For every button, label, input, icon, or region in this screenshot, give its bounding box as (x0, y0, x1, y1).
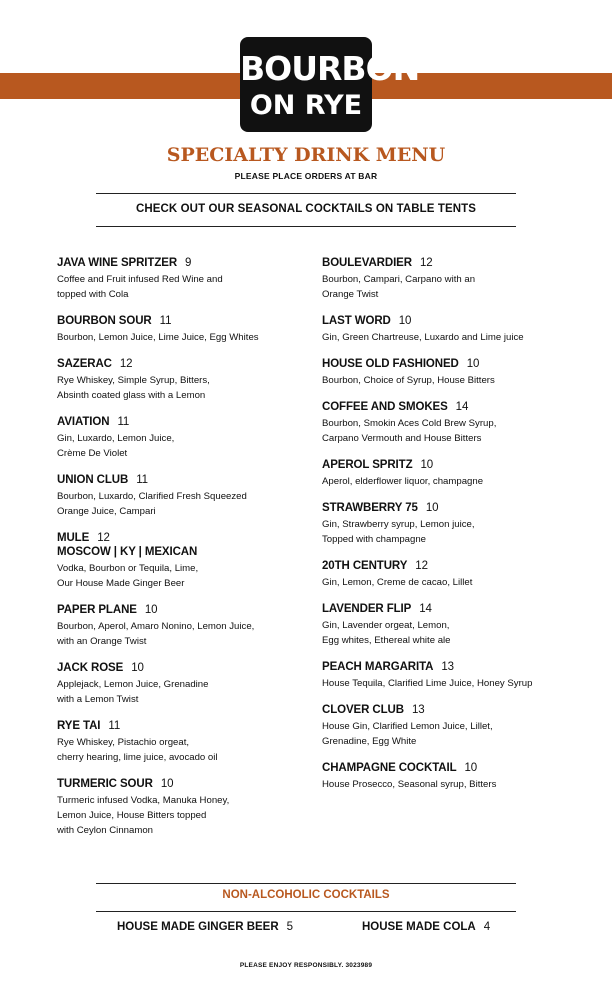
drink-price: 10 (131, 662, 144, 674)
drink-description: House Tequila, Clarified Lime Juice, Honey Syrup (322, 678, 533, 689)
drink-price: 12 (119, 358, 133, 370)
drink-name: COFFEE AND SMOKES (322, 401, 448, 413)
drink-name-line (322, 660, 592, 674)
drink-name: TURMERIC SOUR (57, 778, 153, 790)
drink-price: 10 (398, 315, 412, 327)
footer-note: PLEASE ENJOY RESPONSIBLY. 3023989 (239, 962, 373, 969)
drink-price: 4 (483, 921, 491, 933)
menu-item (57, 777, 307, 838)
divider-seasonal (96, 226, 516, 227)
drink-description: Bourbon, Choice of Syrup, House Bitters (322, 375, 495, 386)
drink-name-line (57, 719, 307, 733)
drink-description: Gin, Lemon, Creme de cacao, Lillet (322, 577, 473, 588)
drink-price: 14 (455, 401, 469, 413)
menu-item (322, 660, 592, 691)
drink-price: 11 (159, 315, 172, 327)
drink-name: PEACH MARGARITA (322, 661, 434, 673)
drink-price: 12 (419, 257, 433, 269)
drink-name-line (57, 357, 307, 371)
drink-description: House Gin, Clarified Lemon Juice, Lillet, Grenadine, Egg White (322, 721, 493, 747)
drink-description: Aperol, elderflower liquor, champagne (322, 476, 484, 487)
non-alcoholic-item (362, 921, 490, 933)
drink-variants: MOSCOW | KY | MEXICAN (57, 546, 198, 558)
drink-name-line (322, 559, 592, 573)
drink-price: 5 (286, 921, 294, 933)
drink-name: STRAWBERRY 75 (322, 502, 418, 514)
drink-price: 14 (419, 603, 432, 615)
non-alcoholic-item (117, 921, 293, 933)
drink-name: HOUSE MADE COLA (362, 921, 476, 933)
drink-name-line (57, 415, 307, 429)
divider-non-alcoholic-top (96, 883, 516, 884)
bourbon-on-rye-logo (240, 37, 420, 132)
drink-name: JACK ROSE (57, 662, 124, 674)
divider-non-alcoholic-bottom (96, 911, 516, 912)
drink-name: LAST WORD (322, 315, 391, 327)
drink-name-line (57, 314, 307, 328)
drink-description: Bourbon, Smokin Aces Cold Brew Syrup, Carpano Vermouth and House Bitters (322, 418, 497, 444)
drink-price: 13 (441, 661, 454, 673)
drink-name: UNION CLUB (57, 474, 129, 486)
menu-item (57, 661, 307, 707)
page-subtitle: PLEASE PLACE ORDERS AT BAR (234, 171, 378, 181)
drink-price: 11 (108, 720, 121, 732)
menu-item (57, 531, 307, 591)
drink-description: Rye Whiskey, Pistachio orgeat, cherry hearing, lime juice, avocado oil (57, 737, 218, 763)
drink-price: 10 (464, 762, 478, 774)
menu-item (322, 703, 592, 749)
drink-price: 13 (411, 704, 425, 716)
drink-name: BOURBON SOUR (57, 315, 152, 327)
drink-price: 11 (117, 416, 130, 428)
drink-name: HOUSE MADE GINGER BEER (117, 921, 279, 933)
drink-description: Gin, Green Chartreuse, Luxardo and Lime juice (322, 332, 524, 343)
drink-name-line (322, 602, 592, 616)
drink-description: Applejack, Lemon Juice, Grenadine with a Lemon Twist (57, 679, 209, 705)
menu-item (322, 400, 592, 446)
drink-description: Rye Whiskey, Simple Syrup, Bitters, Absinth coated glass with a Lemon (57, 375, 210, 401)
non-alcoholic-title: NON-ALCOHOLIC COCKTAILS (222, 889, 390, 901)
drink-name-line (322, 314, 592, 328)
drink-name-line (322, 501, 592, 515)
menu-item (57, 719, 307, 765)
drink-name-line (57, 473, 307, 487)
drink-name-line (322, 761, 592, 775)
page-title: SPECIALTY DRINK MENU (166, 144, 446, 166)
menu-item (57, 473, 307, 519)
menu-item (322, 256, 592, 302)
drink-name: APEROL SPRITZ (322, 459, 413, 471)
drink-name: AVIATION (57, 416, 110, 428)
drink-name-line (57, 531, 307, 545)
drink-description: Coffee and Fruit infused Red Wine and topped with Cola (57, 274, 223, 300)
drink-name: PAPER PLANE (57, 604, 137, 616)
drink-name-line (57, 661, 307, 675)
seasonal-note: CHECK OUT OUR SEASONAL COCKTAILS ON TABLE TENTS (135, 203, 477, 215)
drink-description: Vodka, Bourbon or Tequila, Lime, Our House Made Ginger Beer (57, 563, 199, 589)
drink-name: 20TH CENTURY (322, 560, 408, 572)
drink-name-line (322, 703, 592, 717)
drink-price: 11 (136, 474, 148, 486)
drink-price: 9 (185, 257, 192, 269)
drink-description: Bourbon, Campari, Carpano with an Orange Twist (322, 274, 476, 300)
logo-line-2: ON RYE (249, 90, 363, 121)
menu-column-right (322, 256, 592, 804)
drink-name: SAZERAC (57, 358, 112, 370)
menu-item (322, 761, 592, 792)
drink-price: 10 (160, 778, 174, 790)
drink-name-line (57, 603, 307, 617)
drink-price: 10 (466, 358, 480, 370)
drink-name: RYE TAI (57, 720, 101, 732)
menu-item (322, 501, 592, 547)
drink-price: 10 (425, 502, 439, 514)
drink-name: CHAMPAGNE COCKTAIL (322, 762, 457, 774)
menu-item (322, 314, 592, 345)
menu-item (322, 602, 592, 648)
drink-description: Gin, Luxardo, Lemon Juice, Crème De Violet (57, 433, 175, 459)
menu-item (57, 357, 307, 403)
drink-description: Bourbon, Aperol, Amaro Nonino, Lemon Juice, with an Orange Twist (57, 621, 255, 647)
menu-item (322, 357, 592, 388)
menu-item (57, 415, 307, 461)
drink-name: LAVENDER FLIP (322, 603, 412, 615)
drink-name: HOUSE OLD FASHIONED (322, 358, 459, 370)
drink-description: House Prosecco, Seasonal syrup, Bitters (322, 779, 497, 790)
drink-description: Bourbon, Lemon Juice, Lime Juice, Egg Whites (57, 332, 259, 343)
drink-description: Gin, Strawberry syrup, Lemon juice, Topped with champagne (322, 519, 475, 545)
divider-top (96, 193, 516, 194)
drink-name: CLOVER CLUB (322, 704, 404, 716)
drink-name-line (57, 777, 307, 791)
drink-price: 12 (97, 532, 110, 544)
drink-description: Bourbon, Luxardo, Clarified Fresh Squeezed Orange Juice, Campari (57, 491, 247, 517)
drink-price: 12 (415, 560, 428, 572)
menu-item (57, 314, 307, 345)
drink-name-line (57, 256, 307, 270)
drink-name-line (322, 458, 592, 472)
drink-price: 10 (420, 459, 434, 471)
drink-name-line (322, 357, 592, 371)
menu-item (322, 559, 592, 590)
menu-item (57, 603, 307, 649)
drink-name-line (322, 400, 592, 414)
drink-name-line (322, 256, 592, 270)
menu-column-left (57, 256, 307, 850)
drink-name: JAVA WINE SPRITZER (57, 257, 178, 269)
drink-name: MULE (57, 532, 90, 544)
drink-name: BOULEVARDIER (322, 257, 412, 269)
menu-item (57, 256, 307, 302)
drink-description: Gin, Lavender orgeat, Lemon, Egg whites, Ethereal white ale (322, 620, 451, 646)
drink-description: Turmeric infused Vodka, Manuka Honey, Lemon Juice, House Bitters topped with Ceylon Cinnamon (57, 795, 230, 836)
logo-line-1: BOURBON (240, 49, 420, 88)
menu-item (322, 458, 592, 489)
drink-price: 10 (144, 604, 158, 616)
